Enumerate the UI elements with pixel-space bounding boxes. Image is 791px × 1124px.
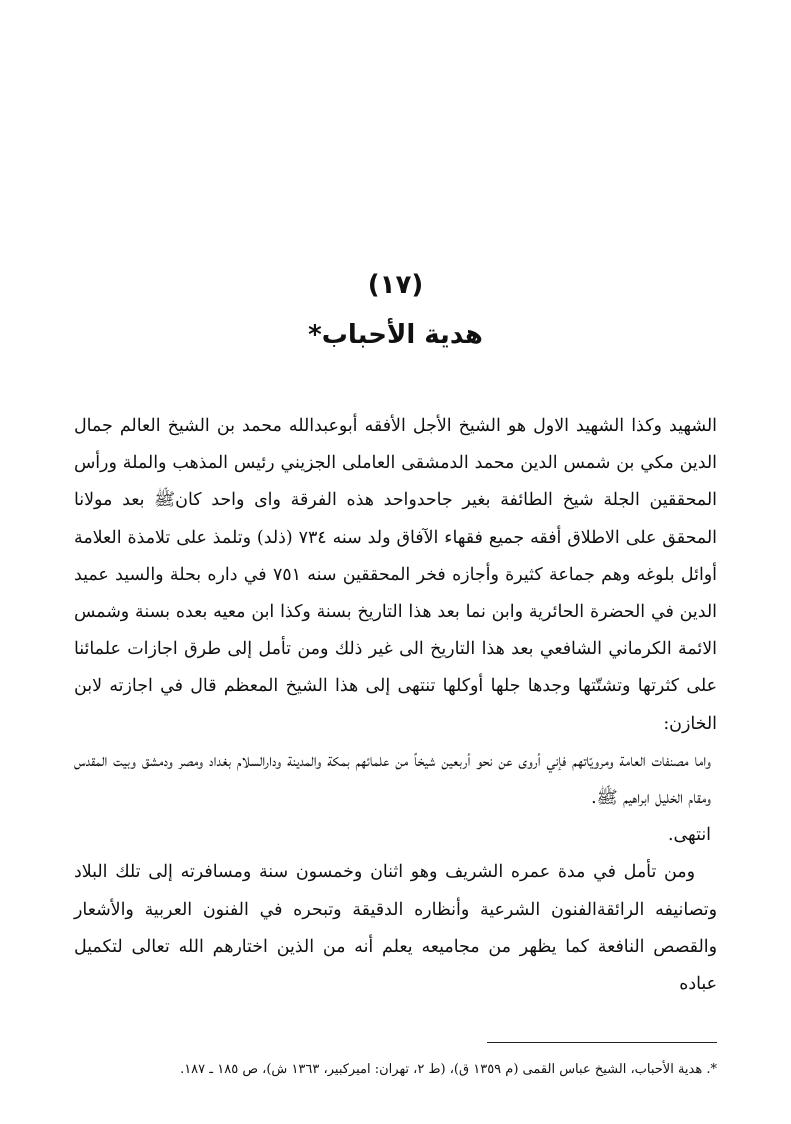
quoted-passage: واما مصنفات العامة ومرويّاتهم فإني أروى عن نحو أربعين شيخاً من علمائهم بمكة والمدينة ودارالسلام بغداد ومصر ودمشق وبيت المقدس ومقام الخليل ابراهيم ﷺ.: [74, 750, 711, 809]
quote-end-marker: انتهى.: [668, 825, 711, 846]
footnote-divider: [487, 1042, 717, 1043]
paragraph-continuation: ومن تأمل في مدة عمره الشريف وهو اثنان وخمسون سنة ومسافرته إلى تلك البلاد وتصانيفه الرائقةالفنون الشرعية وأنظاره الدقيقة وتبحره في الفنون العربية والأشعار والقصص النافعة كما يظهر من مجاميعه يعلم أنه من الذين اختارهم الله تعالى لتكميل عباده: [74, 862, 717, 995]
document-page: [74, 0, 717, 1124]
footnote: *. هدية الأحباب، الشيخ عباس القمى (م ١٣٥٩ ق)، (ط ٢، تهران: اميركبير، ١٣٦٣ ش)، ص ١٨٥ ـ ١٨٧.: [180, 1062, 717, 1077]
chapter-title: هدية الأحباب*: [308, 320, 483, 350]
chapter-number: (١٧): [367, 270, 424, 300]
body-text: [74, 408, 717, 1003]
paragraph-intro: الشهيد وكذا الشهيد الاول هو الشيخ الأجل الأفقه أبوعبدالله محمد بن الشيخ العالم جمال الدين مكي بن شمس الدين محمد الدمشقى العاملى الجزيني رئيس المذهب والملة ورأس المحققين الجلة شيخ الطائفة بغير جاحدواحد هذه الفرقة واى واحد كانﷺ بعد مولانا المحقق على الاطلاق أفقه جميع فقهاء الآفاق ولد سنه ٧٣٤ (ذلد) وتلمذ على تلامذة العلامة أوائل بلوغه وهم جماعة كثيرة وأجازه فخر المحققين سنه ٧٥١ في داره بحلة والسيد عميد الدين في الحضرة الحائرية وابن نما بعد هذا التاريخ بسنة وكذا ابن معيه بعده بسنة وشمس الائمة الكرماني الشافعي بعد هذا التاريخ الى غير ذلك ومن تأمل إلى طرق اجازات علمائنا على كثرتها وتشتّتها وجدها جلها أوكلها تنتهى إلى هذا الشيخ المعظم قال في اجازته لابن الخازن:: [74, 416, 718, 734]
